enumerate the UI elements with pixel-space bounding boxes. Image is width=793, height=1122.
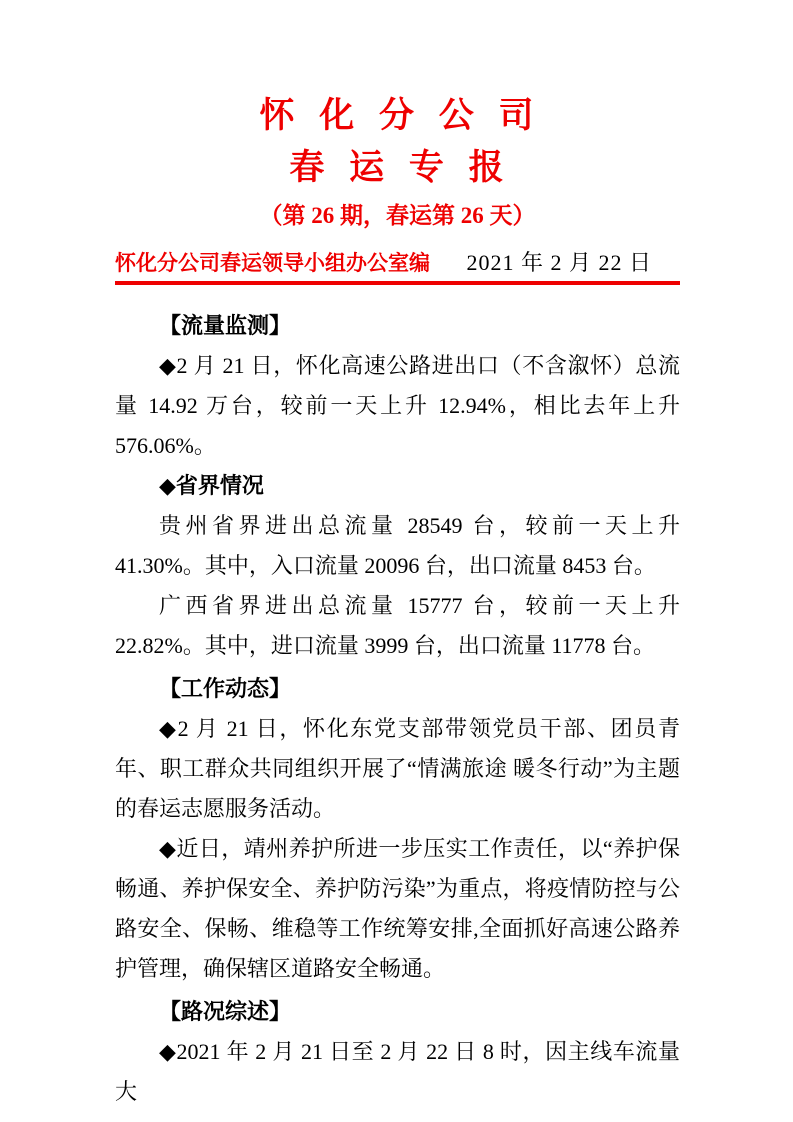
editor-credit: 怀化分公司春运领导小组办公室编 [115,251,430,275]
paragraph: ◆近日，靖州养护所进一步压实工作责任，以“养护保畅通、养护保安全、养护防污染”为重点，将疫情防控与公路安全、保畅、维稳等工作统筹安排,全面抓好高速公路养护管理，确保辖区道路安全畅通。 [115,836,680,981]
company-title: 怀 化 分 公 司 [259,96,536,135]
paragraph: ◆2 月 21 日，怀化高速公路进出口（不含溆怀）总流量 14.92 万台，较前一天上升 12.94%，相比去年上升 576.06%。 [115,353,680,458]
section-work-updates [115,669,680,989]
paragraph: 广西省界进出总流量 15777 台，较前一天上升 22.82%。其中，进口流量 3999 台，出口流量 11778 台。 [115,593,680,658]
masthead-divider-rule [115,281,680,285]
section-heading: 【工作动态】 [159,676,292,701]
section-traffic-monitoring [115,306,680,666]
bulletin-title: 春 运 专 报 [289,148,506,187]
issue-date: 2021 年 2 月 22 日 [466,250,652,275]
paragraph: 贵州省界进出总流量 28549 台，较前一天上升 41.30%。其中，入口流量 20096 台，出口流量 8453 台。 [115,513,680,578]
paragraph: ◆2021 年 2 月 21 日至 2 月 22 日 8 时，因主线车流量大 [115,1039,680,1104]
document-body [115,306,680,1112]
masthead-row [115,250,680,276]
subheading-province-border: ◆省界情况 [159,473,264,498]
section-road-conditions [115,992,680,1112]
section-heading: 【流量监测】 [159,313,292,338]
paragraph: ◆2 月 21 日，怀化东党支部带领党员干部、团员青年、职工群众共同组织开展了“情满旅途 暖冬行动”为主题的春运志愿服务活动。 [115,716,680,821]
issue-number-line: （第 26 期，春运第 26 天） [259,203,536,228]
section-heading: 【路况综述】 [159,999,292,1024]
